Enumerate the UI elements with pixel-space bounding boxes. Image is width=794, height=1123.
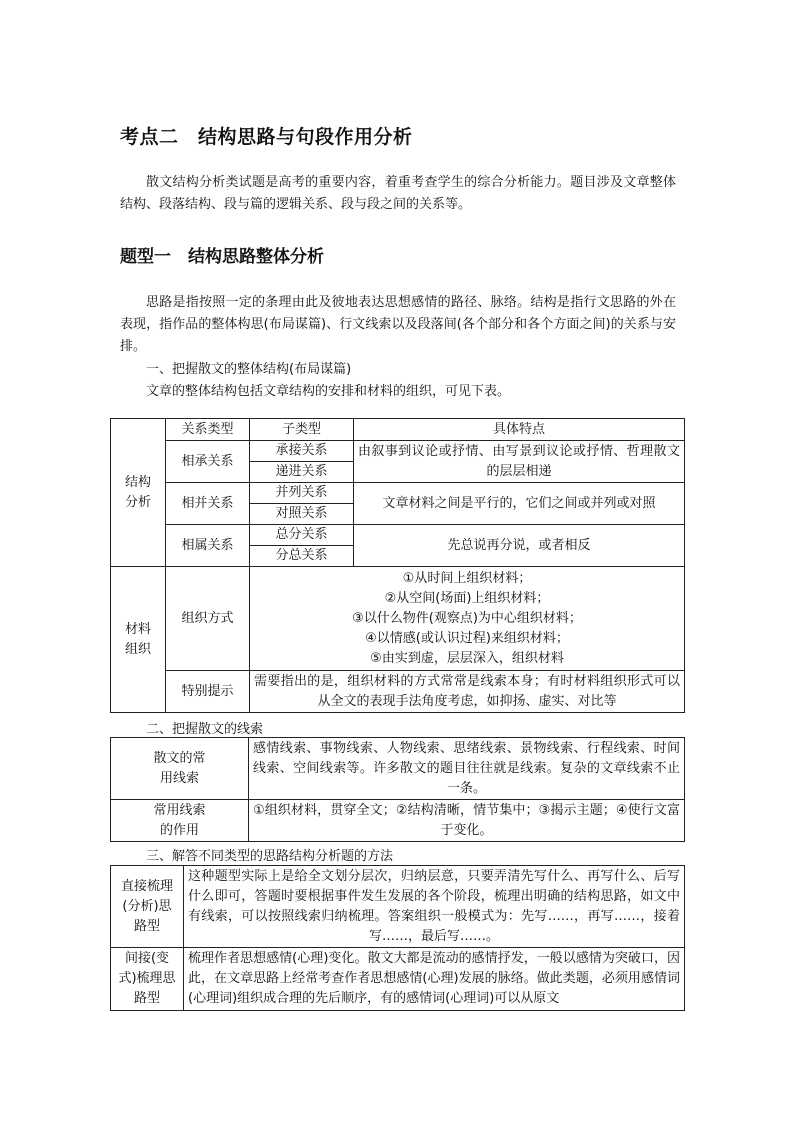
feature-cell: 文章材料之间是平行的，它们之间或并列或对照 [354,483,685,525]
method-line: ②从空间(场面)上组织材料； [384,590,550,606]
relation-type: 相并关系 [166,483,250,525]
subtype-cell: 承接关系 [250,441,354,462]
item-desc-1: 文章的整体结构包括文章结构的安排和材料的组织，可见下表。 [146,384,511,399]
method-label: 间接(变式)梳理思路型 [111,948,184,1011]
relation-type: 相承关系 [166,441,250,483]
relation-type: 相属关系 [166,525,250,567]
item-heading-1: 一、把握散文的整体结构(布局谋篇) [146,362,352,377]
method-label: 直接梳理(分析)思路型 [111,866,184,948]
clue-table [110,737,685,842]
note-type: 特别提示 [166,671,250,713]
structure-table [110,418,685,713]
header-subtype: 子类型 [250,419,354,441]
section-title: 题型一 结构思路整体分析 [120,247,324,267]
feature-cell: 先总说再分说，或者相反 [354,525,685,567]
subtype-cell: 分总关系 [250,546,354,567]
note-text: 需要指出的是，组织材料的方式常常是线索本身；有时材料组织形式可以从全文的表现手法角度考虑，如抑扬、虚实、对比等 [250,671,685,713]
method-line: ③以什么物件(观察点)为中心组织材料； [352,610,582,626]
group-material-organization: 材料组织 [111,567,166,713]
definition-paragraph: 思路是指按照一定的条理由此及彼地表达思想感情的路径、脉络。结构是指行文思路的外在表现，指作品的整体构思(布局谋篇)、行文线索以及段落间(各个部分和各个方面之间)的关系与安排。 [120,295,676,354]
subtype-cell: 递进关系 [250,462,354,483]
subtype-cell: 并列关系 [250,483,354,504]
feature-cell: 由叙事到议论或抒情、由写景到议论或抒情、哲理散文的层层相递 [354,441,685,483]
method-type: 组织方式 [166,567,250,671]
group-structure-analysis: 结构分析 [111,419,166,567]
header-relation: 关系类型 [166,419,250,441]
clue-text: 感情线索、事物线索、人物线索、思绪线索、景物线索、行程线索、时间线索、空间线索等。许多散文的题目往往就是线索。复杂的文章线索不止一条。 [249,738,685,800]
clue-text: ①组织材料，贯穿全文；②结构清晰，情节集中；③揭示主题；④使行文富于变化。 [249,800,685,842]
method-line: ⑤由实到虚，层层深入，组织材料 [370,650,564,666]
method-text: 这种题型实际上是给全文划分层次，归纳层意，只要弄清先写什么、再写什么、后写什么即可，答题时要根据事件发生发展的各个阶段，梳理出明确的结构思路，如文中有线索，可以按照线索归纳梳理。答案组织一般模式为：先写……，再写……，接着写……，最后写……。 [184,866,685,948]
method-text: 梳理作者思想感情(心理)变化。散文大都是流动的感情抒发，一般以感情为突破口，因此，在文章思路上经常考查作者思想感情(心理)发展的脉络。做此类题，必须用感情词(心理词)组织成合理的先后顺序，有的感情词(心理词)可以从原文 [184,948,685,1011]
intro-paragraph: 散文结构分析类试题是高考的重要内容，着重考查学生的综合分析能力。题目涉及文章整体结构、段落结构、段与篇的逻辑关系、段与段之间的关系等。 [120,175,676,212]
item-heading-2: 二、把握散文的线索 [146,722,264,737]
subtype-cell: 对照关系 [250,504,354,525]
clue-label: 散文的常用线索 [111,738,249,800]
method-list [250,567,685,671]
clue-label: 常用线索的作用 [111,800,249,842]
item-heading-3: 三、解答不同类型的思路结构分析题的方法 [146,849,394,864]
method-table [110,865,685,1011]
method-line: ④以情感(或认识过程)来组织材料； [365,630,569,646]
method-line: ①从时间上组织材料； [402,570,532,586]
page-title: 考点二 结构思路与句段作用分析 [120,126,413,148]
subtype-cell: 总分关系 [250,525,354,546]
header-feature: 具体特点 [354,419,685,441]
